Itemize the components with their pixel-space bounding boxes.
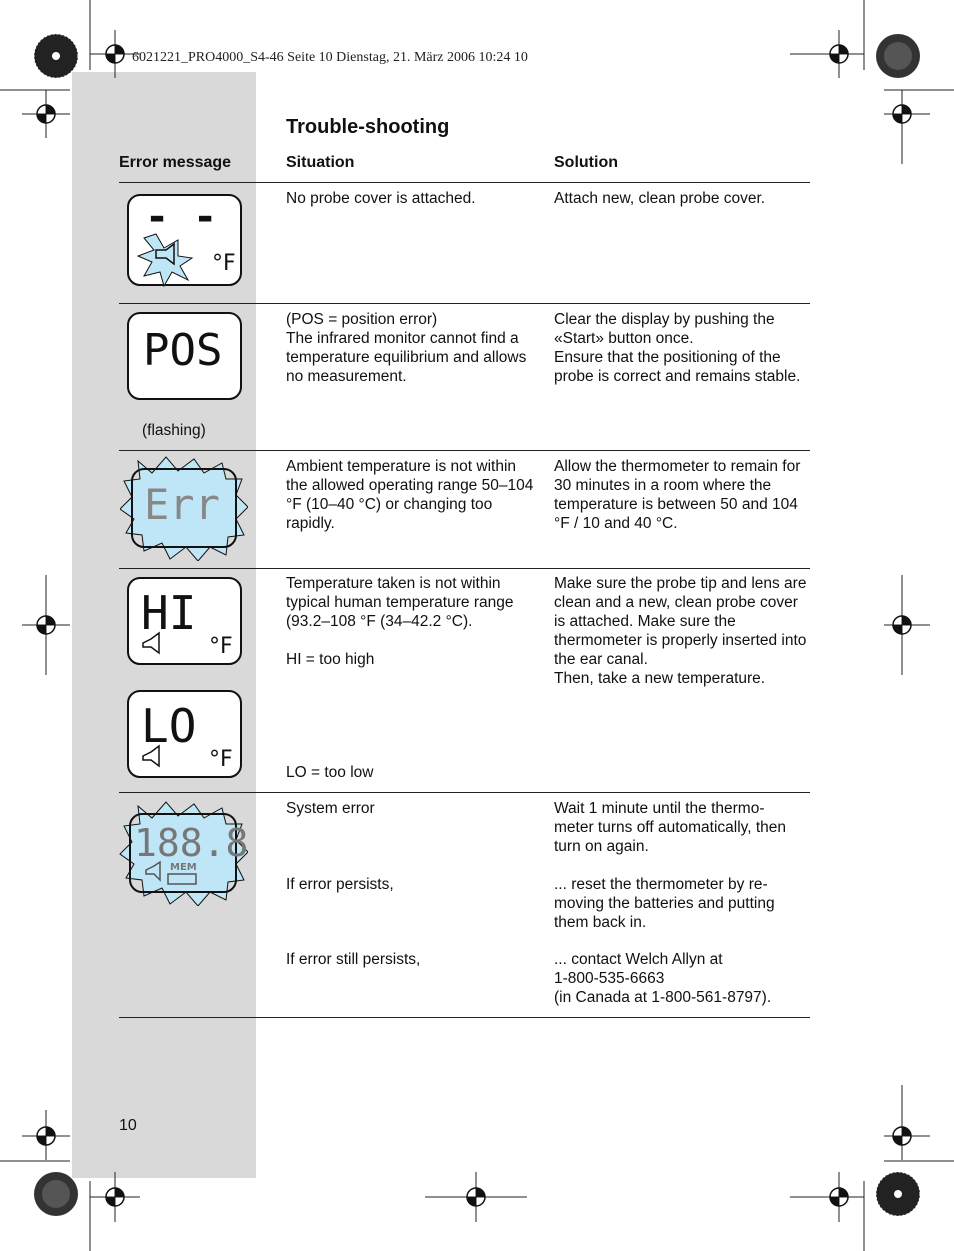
print-header-line: 6021221_PRO4000_S4-46 Seite 10 Dienstag, 21. März 2006 10:24 10 xyxy=(132,50,528,65)
row4-situation-hi: HI = too high xyxy=(286,651,375,668)
lcd-display-no-cover xyxy=(120,192,246,296)
row5-situation-2: If error persists, xyxy=(286,876,394,893)
row2-situation: (POS = position error) The infrared monitor cannot find a temperature equilibrium and allows no measurement. xyxy=(286,311,527,385)
lcd-pos-text: POS xyxy=(143,325,223,376)
page-title: Trouble-shooting xyxy=(286,116,450,138)
row5-solution-1: Wait 1 minute until the thermo-meter turns off automatically, then turn on again. xyxy=(554,800,787,855)
row4-solution: Make sure the probe tip and lens are clean and a new, clean probe cover is attached. Make sure the thermometer is properly inserted into the ear canal. Then, take a new temperature. xyxy=(554,575,807,687)
row5-solution-3: ... contact Welch Allyn at 1-800-535-6663 (in Canada at 1-800-561-8797). xyxy=(554,951,772,1006)
table-divider xyxy=(119,792,810,793)
lcd-display-pos xyxy=(125,310,245,404)
row5-situation-1: System error xyxy=(286,800,375,817)
lcd-display-hi xyxy=(125,575,245,669)
row1-solution: Attach new, clean probe cover. xyxy=(554,190,766,207)
lcd-err-text: Err xyxy=(144,480,220,529)
table-divider xyxy=(119,1017,810,1018)
row5-situation-3: If error still persists, xyxy=(286,951,421,968)
row2-flashing-note: (flashing) xyxy=(142,422,206,439)
row5-solution-2: ... reset the thermometer by re-moving the batteries and putting them back in. xyxy=(554,876,775,931)
lcd-unit-text: °F xyxy=(209,747,233,772)
mem-label: MEM xyxy=(170,862,197,873)
row3-situation: Ambient temperature is not within the allowed operating range 50–104 °F (10–40 °C) or changing too rapidly. xyxy=(286,458,534,532)
lcd-lo-text: LO xyxy=(141,699,197,753)
lcd-segments-text: 188.8 xyxy=(134,821,248,865)
column-header-error-message: Error message xyxy=(119,154,232,171)
lcd-display-lo xyxy=(125,688,245,782)
column-header-solution: Solution xyxy=(554,154,618,171)
row4-situation-lo: LO = too low xyxy=(286,764,374,781)
table-divider xyxy=(119,303,810,304)
table-divider xyxy=(119,450,810,451)
row4-situation: Temperature taken is not within typical human temperature range (93.2–108 °F (34–42.2 °C). xyxy=(286,575,514,630)
lcd-dashes-text: - - xyxy=(145,194,218,240)
table-divider xyxy=(119,182,810,183)
row2-solution: Clear the display by pushing the «Start» button once. Ensure that the positioning of the probe is correct and remains stable. xyxy=(554,311,801,385)
table-divider xyxy=(119,568,810,569)
page-number: 10 xyxy=(119,1117,137,1134)
column-header-situation: Situation xyxy=(286,154,355,171)
lcd-hi-text: HI xyxy=(141,586,197,640)
lcd-unit-text: °F xyxy=(209,634,233,659)
lcd-display-system-error xyxy=(118,800,248,906)
lcd-unit-text: °F xyxy=(212,251,236,276)
lcd-display-err xyxy=(120,455,248,561)
row3-solution: Allow the thermometer to remain for 30 minutes in a room where the temperature is between 50 and 104 °F / 10 and 40 °C. xyxy=(554,458,801,532)
row1-situation: No probe cover is attached. xyxy=(286,190,476,207)
